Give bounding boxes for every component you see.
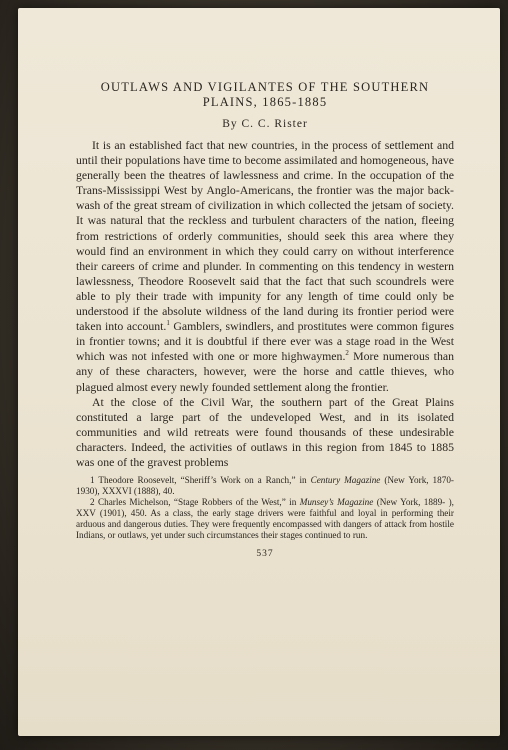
body-paragraph-1 <box>76 138 454 395</box>
footnote-source-title: Munsey’s Magazine <box>299 497 374 508</box>
footnote-ref-2: 2 <box>345 349 349 358</box>
footnote-source-title: Century Magazine <box>310 475 381 486</box>
paragraph-text: At the close of the Civil War, the southern part of the Great Plains constituted a large part of the undeveloped West, and in its isolated communities and wild retreats were found thousands of these undesirable characters. Indeed, the activities of outlaws in this region from 1845 to 1885 was one of the gravest problems <box>76 394 454 469</box>
article-title: OUTLAWS AND VIGILANTES OF THE SOUTHERN PLAINS, 1865-1885 <box>100 80 430 109</box>
page-number: 537 <box>256 549 274 560</box>
footnote-text: 1 Theodore Roosevelt, “Sheriff’s Work on a Ranch,” in <box>90 475 311 486</box>
footnote-ref-1: 1 <box>166 319 170 328</box>
footnote-text: (New York, 1870-1930), XXXVI (1888), 40. <box>76 475 454 497</box>
paragraph-text: Gamblers, swindlers, and prostitutes were common figures in frontier towns; and it is doubtful if there ever was a stage road in the West which was not infested with one or more highwaymen. <box>76 319 454 364</box>
footnote-2 <box>76 497 454 541</box>
footnotes <box>76 475 454 541</box>
body-paragraph-2 <box>76 395 454 470</box>
paragraph-text: More numerous than any of these characters, however, were the horse and cattle thieves, who plagued almost every newly founded settlement along the frontier. <box>76 349 454 394</box>
author-byline: By C. C. Rister <box>222 118 308 130</box>
footnote-text: 2 Charles Michelson, “Stage Robbers of the West,” in <box>90 497 300 508</box>
paragraph-text: It is an established fact that new countries, in the process of settlement and until their populations have time to become assimilated and homogeneous, have generally been the theatres of lawlessness and crime. In the occupation of the Trans-Mississippi West by Anglo-Americans, the frontier was the major back-wash of the great stream of civilization in which collected the jetsam of society. It was natural that the reckless and turbulent characters of the nation, fleeing from restrictions of orderly communities, should seek this area where they would find an environment in which they could carry on without interference their careers of crime and plunder. In commenting on this tendency in western lawlessness, Theodore Roosevelt said that the fact that such scoundrels were able to ply their trade with impunity for any length of time could only be understood if the absolute wildness of the land during its frontier period were taken into account. <box>76 138 454 334</box>
footnote-1 <box>76 475 454 497</box>
page-content <box>76 80 454 559</box>
footnote-text: (New York, 1889- ), XXV (1901), 450. As a class, the early stage drivers were faithful and loyal in performing their arduous and dangerous duties. They were frequently encompassed with dangers of attack from hostile Indians, or outlaws, yet under such circumstances their stages continued to run. <box>76 497 454 541</box>
